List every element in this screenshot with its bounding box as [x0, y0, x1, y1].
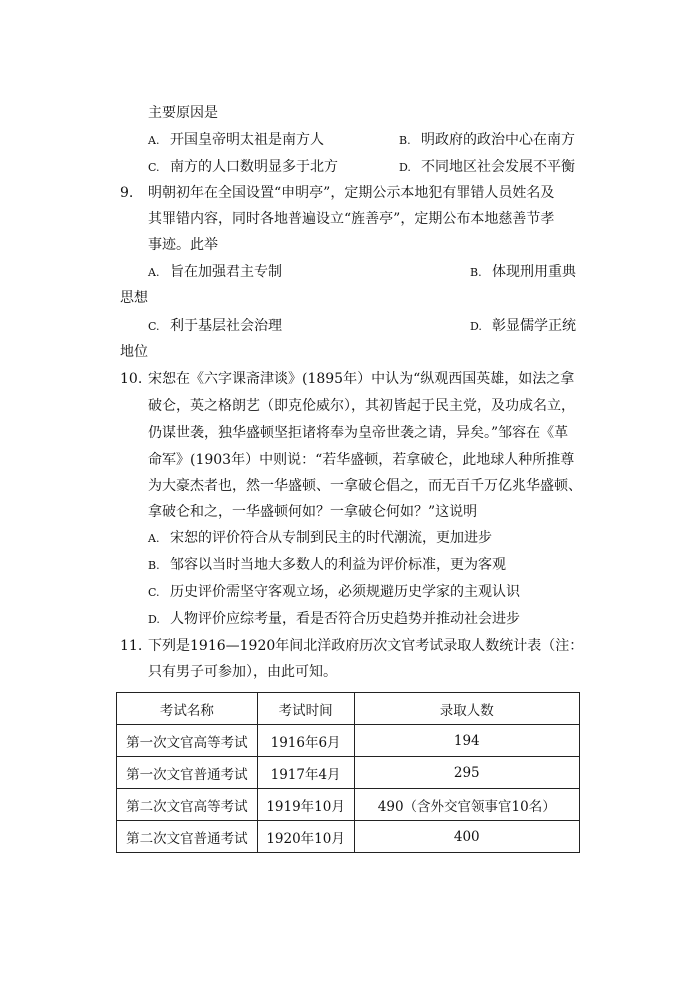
option-label: A. — [148, 532, 160, 545]
q9-option-a[interactable] — [148, 262, 282, 283]
option-text: 体现刑用重典 — [492, 264, 576, 280]
q8-option-d[interactable] — [399, 157, 575, 178]
option-text: 彰显儒学正统 — [492, 318, 576, 334]
q8-stem-tail: 主要原因是 — [148, 105, 218, 121]
q9-stem-line: 事迹。此举 — [148, 237, 218, 253]
q10-stem-line: 为大豪杰者也，然一华盛顿、一拿破仑倡之，而无百千万亿兆华盛顿、 — [148, 478, 582, 494]
option-text: 人物评价应综考量，看是否符合历史趋势并推动社会进步 — [170, 611, 520, 627]
option-label: C. — [148, 161, 160, 174]
option-label: B. — [148, 559, 160, 572]
option-label: A. — [148, 266, 160, 279]
q10-number: 10. — [120, 371, 143, 387]
table-cell: 490（含外交官领事官10名） — [354, 789, 580, 821]
option-text: 开国皇帝明太祖是南方人 — [170, 132, 324, 148]
option-label: C. — [148, 320, 160, 333]
q10-option-c[interactable] — [148, 582, 520, 603]
table-cell: 1916年6月 — [257, 725, 354, 757]
q11-stem-line: 只有男子可参加），由此可知。 — [148, 664, 337, 680]
q10-option-b[interactable] — [148, 555, 506, 576]
q10-option-d[interactable] — [148, 609, 520, 630]
option-label: B. — [470, 266, 482, 279]
option-text: 利于基层社会治理 — [170, 318, 282, 334]
q10-stem-line: 命军》(1903年）中则说：“若华盛顿，若拿破仑，此地球人种所推尊 — [148, 452, 575, 468]
option-text: 旨在加强君主专制 — [170, 264, 282, 280]
q10-stem-line: 宋恕在《六字课斋津谈》(1895年）中认为“纵观西国英雄，如法之拿 — [148, 371, 575, 387]
option-label: A. — [148, 134, 160, 147]
exam-statistics-table — [116, 692, 580, 853]
q10-stem-line: 破仑，英之格朗艺（即克伦威尔），其初皆起于民主党，及功成名立， — [148, 398, 575, 414]
table-cell: 295 — [354, 757, 580, 789]
table-header-cell: 考试名称 — [117, 693, 258, 725]
table-header-row — [117, 693, 580, 725]
table-cell: 400 — [354, 821, 580, 853]
option-text: 明政府的政治中心在南方 — [421, 132, 575, 148]
option-text: 历史评价需坚守客观立场，必须规避历史学家的主观认识 — [170, 584, 520, 600]
option-text: 南方的人口数明显多于北方 — [170, 159, 338, 175]
option-label: B. — [399, 134, 411, 147]
table-row — [117, 789, 580, 821]
option-text: 不同地区社会发展不平衡 — [421, 159, 575, 175]
q9-stem-line: 明朝初年在全国设置“申明亭”，定期公示本地犯有罪错人员姓名及 — [148, 185, 555, 201]
table-cell: 第一次文官普通考试 — [117, 757, 258, 789]
table-cell: 1917年4月 — [257, 757, 354, 789]
table-cell: 1919年10月 — [257, 789, 354, 821]
table-cell: 第一次文官高等考试 — [117, 725, 258, 757]
q8-option-a[interactable] — [148, 130, 324, 151]
q10-stem-line: 仍谋世袭，独华盛顿坚拒诸将奉为皇帝世袭之请，异矣。”邹容在《革 — [148, 425, 569, 441]
table-cell: 1920年10月 — [257, 821, 354, 853]
table-cell: 第二次文官普通考试 — [117, 821, 258, 853]
table-row — [117, 725, 580, 757]
q11-number: 11. — [120, 638, 143, 654]
q9-option-c[interactable] — [148, 316, 282, 337]
table-header-cell: 考试时间 — [257, 693, 354, 725]
q9-option-b[interactable] — [470, 262, 576, 283]
q10-stem-line: 拿破仑和之，一华盛顿何如？一拿破仑何如？”这说明 — [148, 504, 478, 520]
table-header-cell: 录取人数 — [354, 693, 580, 725]
option-label: D. — [148, 613, 160, 626]
option-label: C. — [148, 586, 160, 599]
table-cell: 194 — [354, 725, 580, 757]
table-row — [117, 821, 580, 853]
q9-option-b-wrap: 思想 — [120, 290, 148, 306]
option-text: 邹容以当时当地大多数人的利益为评价标准，更为客观 — [170, 557, 506, 573]
option-text: 宋恕的评价符合从专制到民主的时代潮流，更加进步 — [170, 530, 492, 546]
table-row — [117, 757, 580, 789]
option-label: D. — [399, 161, 411, 174]
option-label: D. — [470, 320, 482, 333]
q8-option-b[interactable] — [399, 130, 575, 151]
table-cell: 第二次文官高等考试 — [117, 789, 258, 821]
q9-option-d[interactable] — [470, 316, 576, 337]
q8-option-c[interactable] — [148, 157, 338, 178]
q10-option-a[interactable] — [148, 528, 492, 549]
q9-number: 9. — [120, 185, 134, 201]
q11-stem-line: 下列是1916—1920年间北洋政府历次文官考试录取人数统计表（注： — [148, 638, 584, 654]
q9-option-d-wrap: 地位 — [120, 344, 148, 360]
q9-stem-line: 其罪错内容，同时各地普遍设立“旌善亭”，定期公布本地慈善节孝 — [148, 211, 555, 227]
